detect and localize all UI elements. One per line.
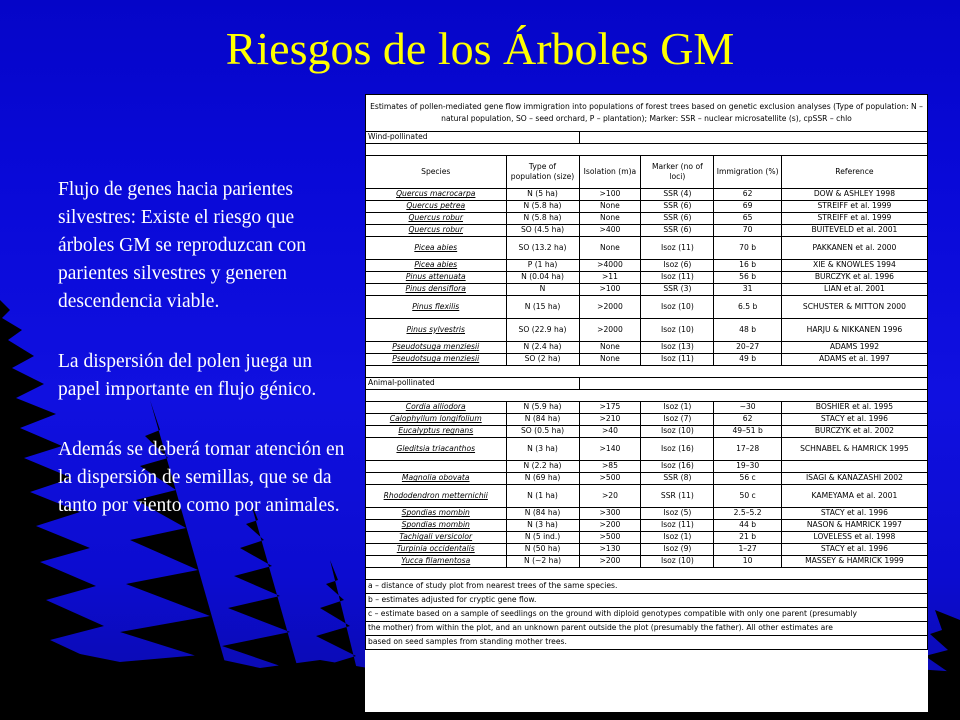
table-cell: 48 b (714, 319, 781, 342)
table-cell: Isoz (11) (641, 354, 714, 366)
gene-flow-table (365, 94, 928, 650)
table-cell: N (0.04 ha) (506, 272, 579, 284)
table-cell: STACY et al. 1996 (781, 544, 927, 556)
footnote-row (366, 594, 928, 608)
table-cell: Isoz (6) (641, 260, 714, 272)
table-cell: SSR (6) (641, 201, 714, 213)
table-cell: HARJU & NIKKANEN 1996 (781, 319, 927, 342)
species-cell: Pinus attenuata (366, 272, 507, 284)
species-cell: Pinus densiflora (366, 284, 507, 296)
table-cell: Isoz (1) (641, 532, 714, 544)
table-cell: 20–27 (714, 342, 781, 354)
table-cell: >140 (579, 438, 641, 461)
table-cell: Isoz (10) (641, 296, 714, 319)
slide-title: Riesgos de los Árboles GM (225, 23, 735, 74)
blank-cell (366, 390, 928, 402)
table-cell: PAKKANEN et al. 2000 (781, 237, 927, 260)
table-row (366, 296, 928, 319)
table-cell: None (579, 237, 641, 260)
bullet-gene-flow: Flujo de genes hacia parientes silvestres: Existe el riesgo que árboles GM se reproduzcan con parientes silvestres y generen descendencia viable. (58, 179, 306, 312)
table-cell: >175 (579, 402, 641, 414)
table-cell: N (15 ha) (506, 296, 579, 319)
table-cell: 65 (714, 213, 781, 225)
column-header: Marker (no of loci) (641, 156, 714, 189)
table-row (366, 520, 928, 532)
species-cell: Gleditsia triacanthos (366, 438, 507, 461)
table-cell: XIE & KNOWLES 1994 (781, 260, 927, 272)
table-cell: Isoz (13) (641, 342, 714, 354)
footnote-row (366, 608, 928, 622)
table-row (366, 426, 928, 438)
species-cell: Quercus macrocarpa (366, 189, 507, 201)
table-cell: Isoz (11) (641, 520, 714, 532)
species-cell: Quercus robur (366, 225, 507, 237)
table-cell: Isoz (10) (641, 556, 714, 568)
table-cell: SO (0.5 ha) (506, 426, 579, 438)
table-cell: SSR (6) (641, 225, 714, 237)
table-cell: SO (4.5 ha) (506, 225, 579, 237)
table-cell: 49 b (714, 354, 781, 366)
table-cell: ~30 (714, 402, 781, 414)
table-row (366, 438, 928, 461)
wind-pollinated-label: Wind-pollinated (366, 132, 580, 144)
animal-pollinated-label: Animal-pollinated (366, 378, 580, 390)
table-cell: 56 c (714, 473, 781, 485)
species-cell: Tachigali versicolor (366, 532, 507, 544)
table-row (366, 213, 928, 225)
species-cell: Picea abies (366, 237, 507, 260)
table-cell: Isoz (5) (641, 508, 714, 520)
species-cell: Magnolia obovata (366, 473, 507, 485)
table-row (366, 260, 928, 272)
table-cell: 19–30 (714, 461, 781, 473)
species-cell: Cordia alliodora (366, 402, 507, 414)
species-cell: Pseudotsuga menziesii (366, 354, 507, 366)
table-cell: LOVELESS et al. 1998 (781, 532, 927, 544)
footnote-row (366, 636, 928, 650)
caption-row (366, 95, 928, 132)
column-header: Species (366, 156, 507, 189)
table-cell: >100 (579, 189, 641, 201)
header-row (366, 156, 928, 189)
table-cell: 69 (714, 201, 781, 213)
footnote: c – estimate based on a sample of seedlings on the ground with diploid genotypes compatible with only one parent (presumably (366, 608, 928, 622)
table-cell: N (84 ha) (506, 414, 579, 426)
species-cell: Picea abies (366, 260, 507, 272)
table-cell: SSR (6) (641, 213, 714, 225)
table-cell: NASON & HAMRICK 1997 (781, 520, 927, 532)
table-cell: 1–27 (714, 544, 781, 556)
table-row (366, 402, 928, 414)
table-cell: 21 b (714, 532, 781, 544)
table-cell: >200 (579, 556, 641, 568)
table-cell: SSR (4) (641, 189, 714, 201)
blank-row (366, 144, 928, 156)
table-cell: Isoz (16) (641, 438, 714, 461)
species-cell: Calophyllum longifolium (366, 414, 507, 426)
table-cell: None (579, 354, 641, 366)
table-cell: >40 (579, 426, 641, 438)
table-cell: BUITEVELD et al. 2001 (781, 225, 927, 237)
table-cell: N (5.8 ha) (506, 213, 579, 225)
footnote: based on seed samples from standing mother trees. (366, 636, 928, 650)
table-cell: N (84 ha) (506, 508, 579, 520)
table-cell: N (5.9 ha) (506, 402, 579, 414)
table-cell: SO (13.2 ha) (506, 237, 579, 260)
table-caption: Estimates of pollen-mediated gene flow immigration into populations of forest trees based on genetic exclusion analyses (Type of population: N – natural population, SO – seed orchard, P – plantation); Marker: SSR – nuclear microsatellite (s), cpSSR – chlo (366, 95, 928, 132)
table-cell: 70 (714, 225, 781, 237)
species-cell (366, 461, 507, 473)
table-cell: N (5 ha) (506, 189, 579, 201)
table-cell: None (579, 213, 641, 225)
blank-cell (579, 378, 927, 390)
section-row (366, 132, 928, 144)
species-cell: Pinus flexilis (366, 296, 507, 319)
table-cell: >2000 (579, 296, 641, 319)
table-cell: Isoz (11) (641, 237, 714, 260)
blank-cell (579, 132, 927, 144)
column-header: Isolation (m)a (579, 156, 641, 189)
bullet-seeds: Además se deberá tomar atención en la dispersión de semillas, que se da tanto por viento como por animales. (58, 439, 345, 516)
species-cell: Yucca filamentosa (366, 556, 507, 568)
table-cell: >2000 (579, 319, 641, 342)
table-cell: Isoz (1) (641, 402, 714, 414)
blank-row (366, 568, 928, 580)
table-cell: SO (22.9 ha) (506, 319, 579, 342)
species-cell: Quercus petrea (366, 201, 507, 213)
table-cell: 16 b (714, 260, 781, 272)
table-row (366, 189, 928, 201)
table-cell: P (1 ha) (506, 260, 579, 272)
table-row (366, 473, 928, 485)
table-cell: N (1 ha) (506, 485, 579, 508)
blank-row (366, 390, 928, 402)
table-cell: ISAGI & KANAZASHI 2002 (781, 473, 927, 485)
table-cell: Isoz (10) (641, 319, 714, 342)
table-cell: SCHUSTER & MITTON 2000 (781, 296, 927, 319)
column-header: Type of population (size) (506, 156, 579, 189)
blank-row (366, 366, 928, 378)
table-cell (781, 461, 927, 473)
table-cell: N (3 ha) (506, 520, 579, 532)
column-header: Reference (781, 156, 927, 189)
bullet-pollen: La dispersión del polen juega un papel importante en flujo génico. (58, 351, 317, 400)
table-cell: ADAMS et al. 1997 (781, 354, 927, 366)
blank-cell (366, 568, 928, 580)
table-cell: Isoz (11) (641, 272, 714, 284)
table-cell: >400 (579, 225, 641, 237)
table-cell: 62 (714, 414, 781, 426)
table-cell: SCHNABEL & HAMRICK 1995 (781, 438, 927, 461)
table-cell: Isoz (10) (641, 426, 714, 438)
table-cell: BURCZYK et al. 2002 (781, 426, 927, 438)
table-row (366, 544, 928, 556)
table-cell: N (5.8 ha) (506, 201, 579, 213)
table-row (366, 532, 928, 544)
table-cell: ADAMS 1992 (781, 342, 927, 354)
footnote-row (366, 622, 928, 636)
table-cell: >4000 (579, 260, 641, 272)
table-cell: KAMEYAMA et al. 2001 (781, 485, 927, 508)
table-row (366, 414, 928, 426)
table-cell: 49–51 b (714, 426, 781, 438)
section-row (366, 378, 928, 390)
table-cell: >500 (579, 532, 641, 544)
species-cell: Quercus robur (366, 213, 507, 225)
table-cell: 70 b (714, 237, 781, 260)
table-cell: 44 b (714, 520, 781, 532)
table-cell: None (579, 201, 641, 213)
table-cell: N (~2 ha) (506, 556, 579, 568)
table-cell: SSR (3) (641, 284, 714, 296)
species-cell: Spondias mombin (366, 508, 507, 520)
table-cell: STACY et al. 1996 (781, 508, 927, 520)
table-cell: >11 (579, 272, 641, 284)
table-cell: SSR (8) (641, 473, 714, 485)
bullet-list (58, 176, 348, 552)
footnote: a – distance of study plot from nearest trees of the same species. (366, 580, 928, 594)
table-cell: DOW & ASHLEY 1998 (781, 189, 927, 201)
blank-cell (366, 366, 928, 378)
table-cell: N (2.2 ha) (506, 461, 579, 473)
table-row (366, 508, 928, 520)
table-cell: >20 (579, 485, 641, 508)
table-cell: STREIFF et al. 1999 (781, 201, 927, 213)
table-cell: 50 c (714, 485, 781, 508)
table-cell: 56 b (714, 272, 781, 284)
table-cell: Isoz (7) (641, 414, 714, 426)
footnote: b – estimates adjusted for cryptic gene flow. (366, 594, 928, 608)
table-cell: 17–28 (714, 438, 781, 461)
table-cell: 31 (714, 284, 781, 296)
table-cell: 62 (714, 189, 781, 201)
species-cell: Pinus sylvestris (366, 319, 507, 342)
table-row (366, 284, 928, 296)
species-cell: Spondias mombin (366, 520, 507, 532)
table-cell: BOSHIER et al. 1995 (781, 402, 927, 414)
table-cell: >100 (579, 284, 641, 296)
table-cell: >85 (579, 461, 641, 473)
table-row (366, 225, 928, 237)
table-cell: 2.5–5.2 (714, 508, 781, 520)
table-cell: >210 (579, 414, 641, 426)
table-cell: BURCZYK et al. 1996 (781, 272, 927, 284)
species-cell: Rhododendron metternichii (366, 485, 507, 508)
table-cell: 10 (714, 556, 781, 568)
table-row (366, 342, 928, 354)
table-cell: None (579, 342, 641, 354)
table-cell: MASSEY & HAMRICK 1999 (781, 556, 927, 568)
table-cell: LIAN et al. 2001 (781, 284, 927, 296)
table-cell: SSR (11) (641, 485, 714, 508)
table-row (366, 272, 928, 284)
table-cell: SO (2 ha) (506, 354, 579, 366)
species-cell: Eucalyptus regnans (366, 426, 507, 438)
table-cell: >130 (579, 544, 641, 556)
table-cell: N (69 ha) (506, 473, 579, 485)
table-cell: >200 (579, 520, 641, 532)
table-cell: 6.5 b (714, 296, 781, 319)
table-row (366, 556, 928, 568)
table-cell: N (506, 284, 579, 296)
table-cell: Isoz (9) (641, 544, 714, 556)
gene-flow-table-panel (365, 94, 928, 712)
species-cell: Pseudotsuga menziesii (366, 342, 507, 354)
column-header: Immigration (%) (714, 156, 781, 189)
footnote: the mother) from within the plot, and an unknown parent outside the plot (presumably the father). All other estimates are (366, 622, 928, 636)
table-cell: >300 (579, 508, 641, 520)
table-cell: STACY et al. 1996 (781, 414, 927, 426)
table-row (366, 319, 928, 342)
table-row (366, 201, 928, 213)
table-cell: >500 (579, 473, 641, 485)
table-cell: N (50 ha) (506, 544, 579, 556)
table-cell: STREIFF et al. 1999 (781, 213, 927, 225)
blank-cell (366, 144, 928, 156)
table-cell: N (5 ind.) (506, 532, 579, 544)
table-row (366, 461, 928, 473)
table-cell: N (3 ha) (506, 438, 579, 461)
footnote-row (366, 580, 928, 594)
table-cell: Isoz (16) (641, 461, 714, 473)
species-cell: Turpinia occidentalis (366, 544, 507, 556)
table-cell: N (2.4 ha) (506, 342, 579, 354)
table-row (366, 237, 928, 260)
table-row (366, 485, 928, 508)
table-row (366, 354, 928, 366)
